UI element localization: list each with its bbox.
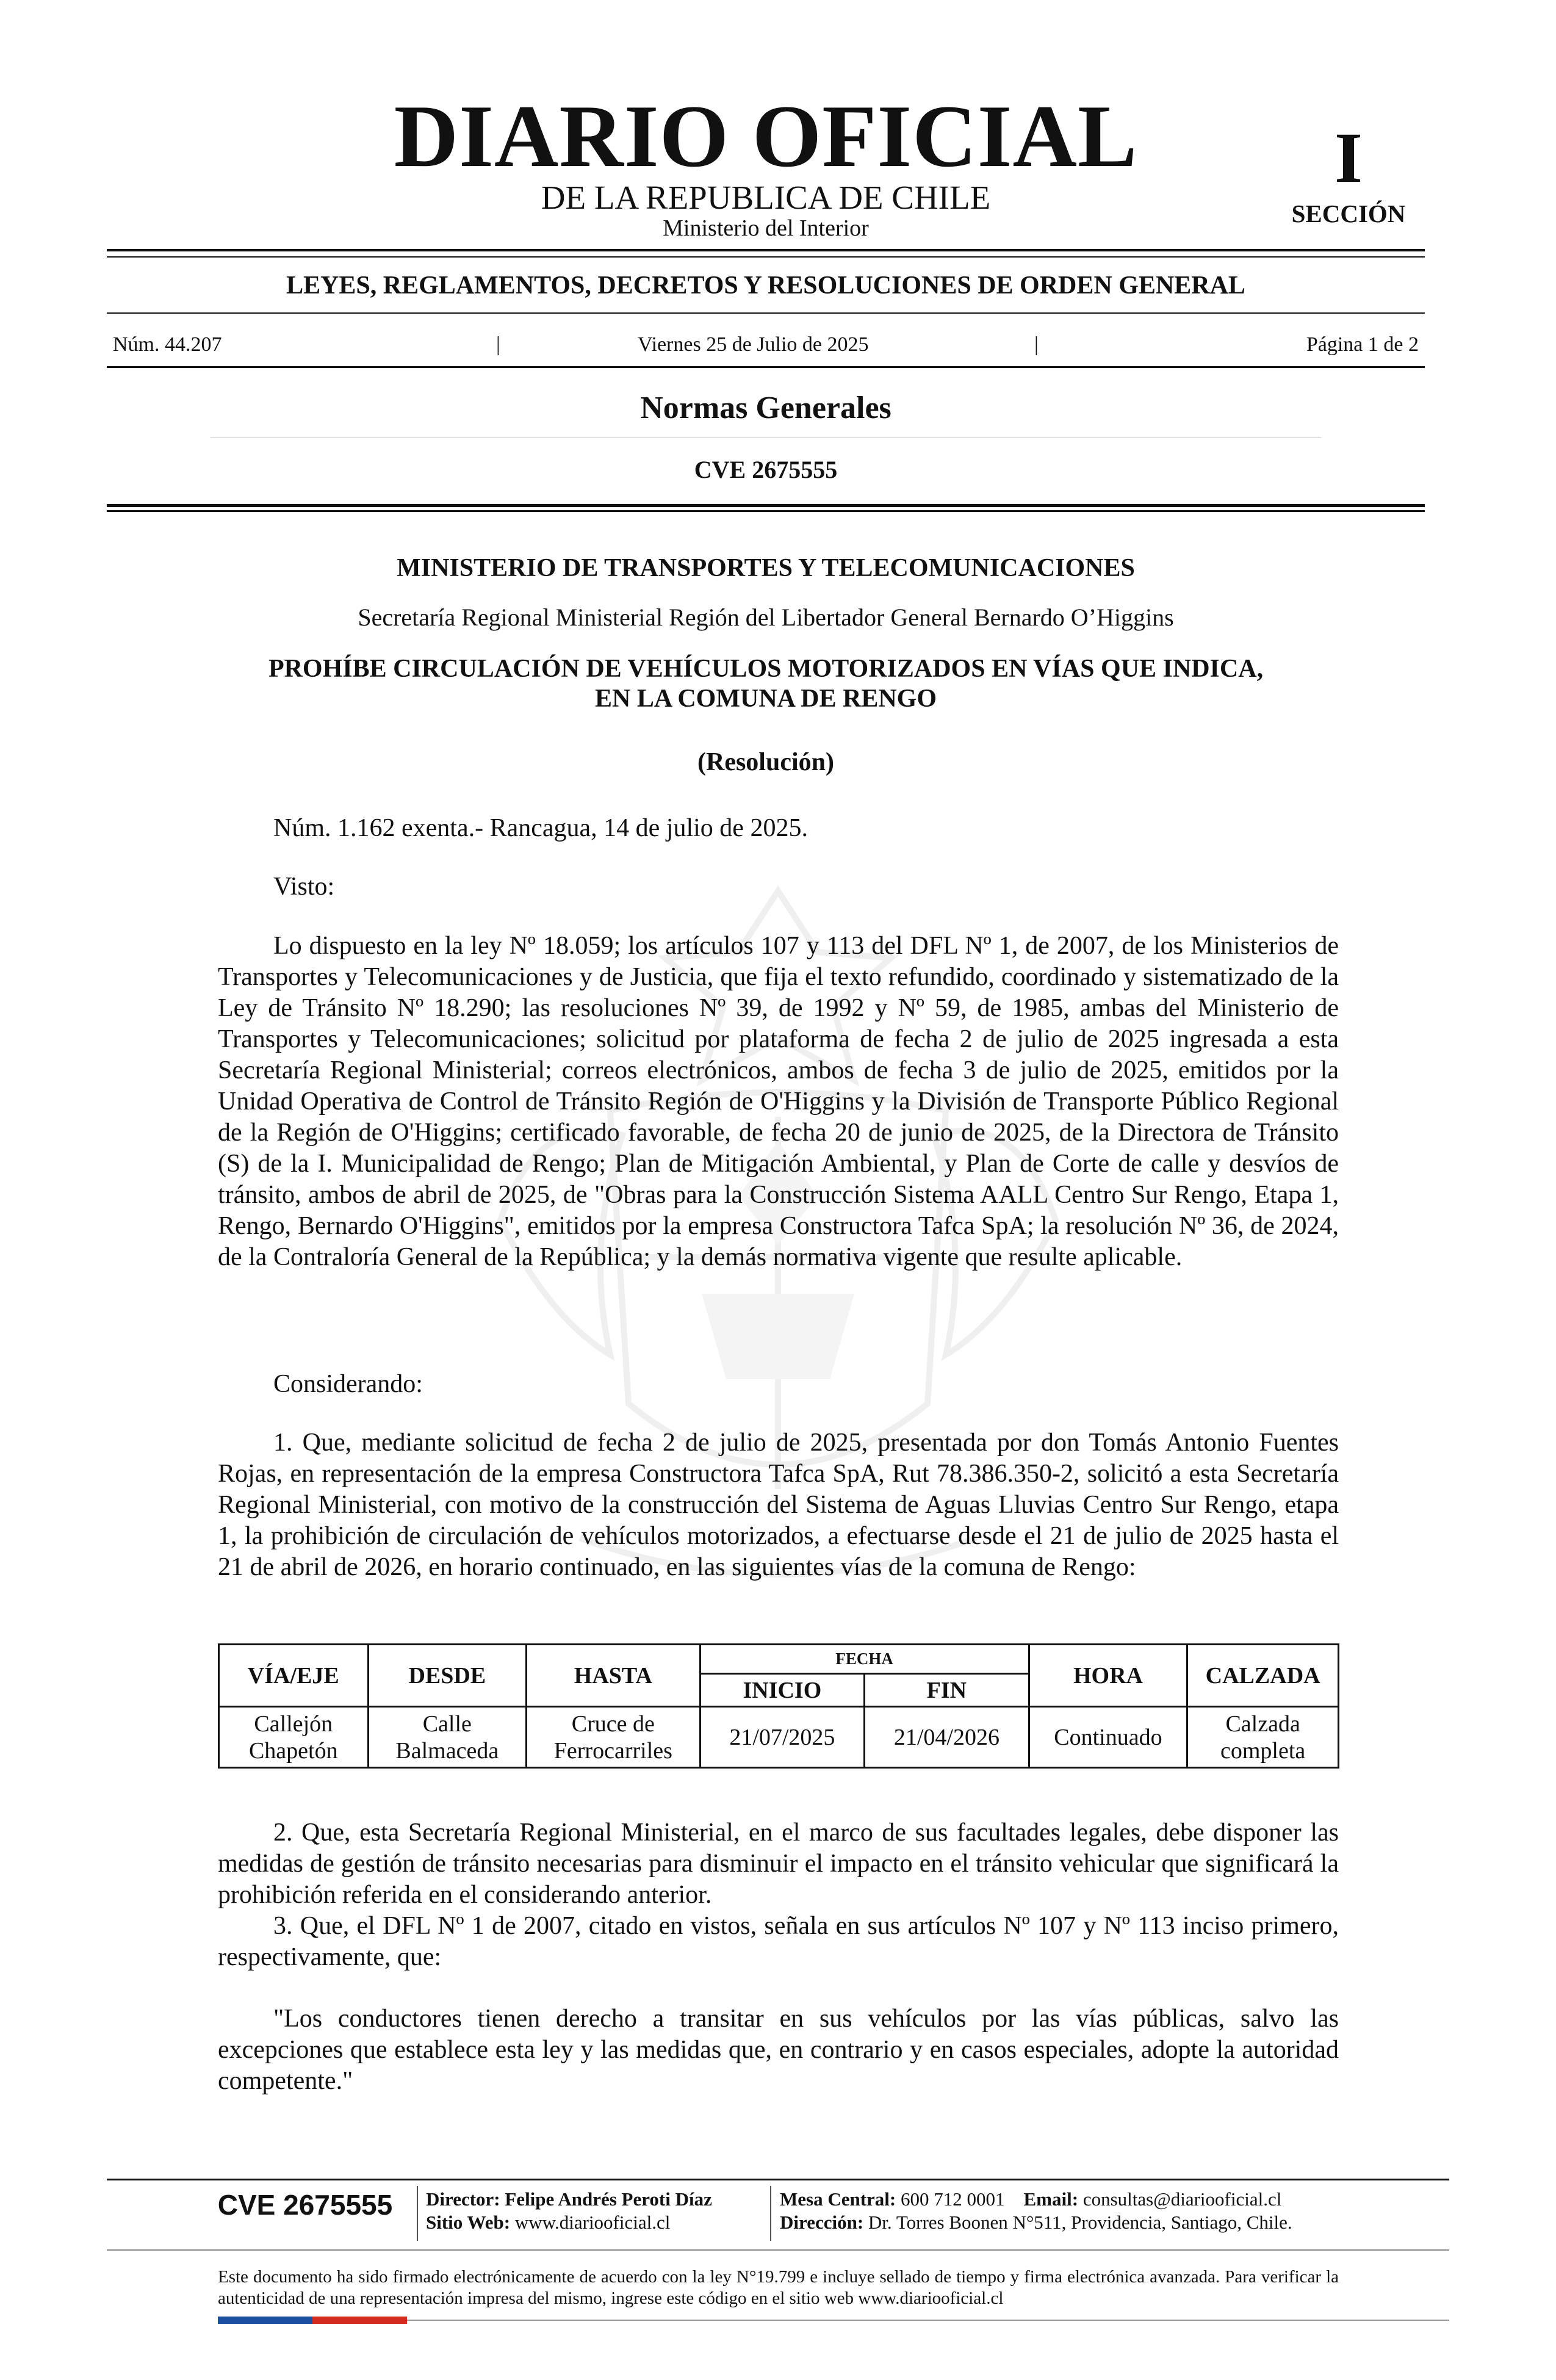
table-cell-inicio: 21/07/2025 [700, 1707, 865, 1768]
table-row [219, 1707, 1339, 1768]
banner-divider [107, 312, 1425, 314]
table-cell-via: Callejón Chapetón [219, 1707, 369, 1768]
flag-stripe-blue [218, 2317, 312, 2324]
footer-editorial-info: Director: Felipe Andrés Peroti Díaz Sitio Web: www.diariooficial.cl [426, 2188, 712, 2233]
flag-stripe [218, 2317, 407, 2324]
footer-website-link[interactable]: www.diariooficial.cl [514, 2212, 671, 2233]
table-cell-fin: 21/04/2026 [865, 1707, 1029, 1768]
footer-phone: 600 712 0001 [901, 2188, 1005, 2210]
masthead-divider [107, 249, 1425, 251]
table-cell-calzada: Calzada completa [1187, 1707, 1339, 1768]
issue-number: Núm. 44.207 [113, 333, 222, 356]
visto-paragraph: Lo dispuesto en la ley Nº 18.059; los artículos 107 y 113 del DFL Nº 1, de 2007, de los Ministerios de Transportes y Telecomunicaciones y de Justicia, que fija el texto refundido, coordinado y sistematizado de la Ley de Tránsito Nº 18.290; las resoluciones Nº 39, de 1992 y Nº 59, de 1985, ambas del Ministerio de Transportes y Telecomunicaciones; solicitud por plataforma de fecha 2 de julio de 2025 ingresada a esta Secretaría Regional Ministerial; correos electrónicos, ambos de fecha 3 de julio de 2025, emitidos por la Unidad Operativa de Control de Tránsito Región de O'Higgins y la División de Transporte Público Regional de la Región de O'Higgins; certificado favorable, de fecha 20 de junio de 2025, de la Directora de Tránsito (S) de la I. Municipalidad de Rengo; Plan de Mitigación Ambiental, y Plan de Corte de calle y desvíos de tránsito, ambos de abril de 2025, de "Obras para la Construcción Sistema AALL Centro Sur Rengo, Etapa 1, Rengo, Bernardo O'Higgins", emitidos por la empresa Constructora Tafca SpA; la resolución Nº 36, de 2024, de la Contraloría General de la República; y la demás normativa vigente que resulte aplicable. [218, 932, 1339, 1271]
masthead-title: DIARIO OFICIAL [394, 87, 1138, 186]
section-label: SECCIÓN [1291, 200, 1406, 228]
resolution-title-line: PROHÍBE CIRCULACIÓN DE VEHÍCULOS MOTORIZADOS EN VÍAS QUE INDICA, [268, 655, 1264, 683]
column-header-inicio: INICIO [700, 1674, 865, 1707]
column-header-via: VÍA/EJE [219, 1645, 369, 1707]
legal-quote: "Los conductores tienen derecho a transitar en sus vehículos por las vías públicas, salvo las excepciones que establece esta ley y las medidas que, en contrario y en casos especiales, adopte la autoridad competente." [218, 2005, 1339, 2095]
section-banner: LEYES, REGLAMENTOS, DECRETOS Y RESOLUCIONES DE ORDEN GENERAL [286, 272, 1245, 300]
footer-bottom-divider [407, 2320, 1449, 2321]
issue-separator: | [1034, 333, 1039, 356]
footer-cve-code: CVE 2675555 [217, 2189, 393, 2221]
issue-page: Página 1 de 2 [1306, 333, 1419, 356]
cve-divider-thin [107, 510, 1425, 512]
footer-director: Felipe Andrés Peroti Díaz [505, 2188, 712, 2210]
table-cell-hora: Continuado [1029, 1707, 1187, 1768]
table-cell-hasta: Cruce de Ferrocarriles [527, 1707, 701, 1768]
table-cell-desde: Calle Balmaceda [368, 1707, 527, 1768]
footer-legal-notice: Este documento ha sido firmado electrónicamente de acuerdo con la ley N°19.799 e incluye sellado de tiempo y firma electrónica avanzada. Para verificar la autenticidad de una representación impresa del mismo, ingrese este código en el sitio web www.diariooficial.cl [218, 2267, 1339, 2308]
resolution-title-line: EN LA COMUNA DE RENGO [594, 685, 937, 713]
column-header-hora: HORA [1029, 1645, 1187, 1707]
resolution-title [183, 654, 1349, 714]
column-header-hasta: HASTA [527, 1645, 701, 1707]
footer-divider [107, 2179, 1449, 2180]
considerando-3: 3. Que, el DFL Nº 1 de 2007, citado en vistos, señala en sus artículos Nº 107 y Nº 113 inciso primero, respectivamente, que: [218, 1912, 1339, 1971]
masthead-ministry: Ministerio del Interior [663, 215, 869, 241]
considerando-1: 1. Que, mediante solicitud de fecha 2 de julio de 2025, presentada por don Tomás Antonio Fuentes Rojas, en representación de la empresa Constructora Tafca SpA, Rut 78.386.350-2, solicitó a esta Secretaría Regional Ministerial, con motivo de la construcción del Sistema de Aguas Lluvias Centro Sur Rengo, etapa 1, la prohibición de circulación de vehículos motorizados, a efectuarse desde el 21 de julio de 2025 hasta el 21 de abril de 2026, en horario continuado, en las siguientes vías de la comuna de Rengo: [218, 1429, 1339, 1581]
column-header-fecha: FECHA [700, 1645, 1029, 1674]
section-number: I [1334, 118, 1363, 198]
cve-divider [107, 504, 1425, 507]
considerando-2: 2. Que, esta Secretaría Regional Ministerial, en el marco de sus facultades legales, debe disponer las medidas de gestión de tránsito necesarias para disminuir el impacto en el tránsito vehicular que significará la prohibición referida en el considerando anterior. [218, 1819, 1339, 1909]
closure-table [218, 1643, 1339, 1769]
resolution-number-date: Núm. 1.162 exenta.- Rancagua, 14 de julio de 2025. [273, 814, 808, 842]
cve-code: CVE 2675555 [694, 456, 838, 483]
issue-date: Viernes 25 de Julio de 2025 [638, 333, 869, 356]
issue-separator: | [496, 333, 500, 356]
issue-divider [107, 366, 1425, 368]
column-header-calzada: CALZADA [1187, 1645, 1339, 1707]
footer-column-divider [770, 2186, 771, 2241]
footer-contact-info: Mesa Central: 600 712 0001 Email: consultas@diariooficial.cl Dirección: Dr. Torres Boonen N°511, Providencia, Santiago, Chile. [780, 2188, 1292, 2233]
masthead-divider-thin [107, 256, 1425, 258]
masthead-subtitle: DE LA REPUBLICA DE CHILE [541, 179, 991, 216]
footer-address: Dr. Torres Boonen N°511, Providencia, Santiago, Chile. [868, 2212, 1292, 2233]
column-header-desde: DESDE [368, 1645, 527, 1707]
visto-label: Visto: [273, 873, 335, 901]
column-header-fin: FIN [865, 1674, 1029, 1707]
document-type: (Resolución) [697, 748, 834, 776]
footer-divider-thin [107, 2249, 1449, 2251]
considerando-label: Considerando: [273, 1370, 423, 1398]
secretaria-name: Secretaría Regional Ministerial Región del Libertador General Bernardo O’Higgins [358, 604, 1174, 631]
ministry-name: MINISTERIO DE TRANSPORTES Y TELECOMUNICACIONES [397, 554, 1135, 582]
flag-stripe-red [312, 2317, 407, 2324]
footer-email-link[interactable]: consultas@diariooficial.cl [1082, 2188, 1282, 2210]
footer-column-divider [417, 2186, 418, 2241]
section-heading: Normas Generales [640, 391, 891, 425]
